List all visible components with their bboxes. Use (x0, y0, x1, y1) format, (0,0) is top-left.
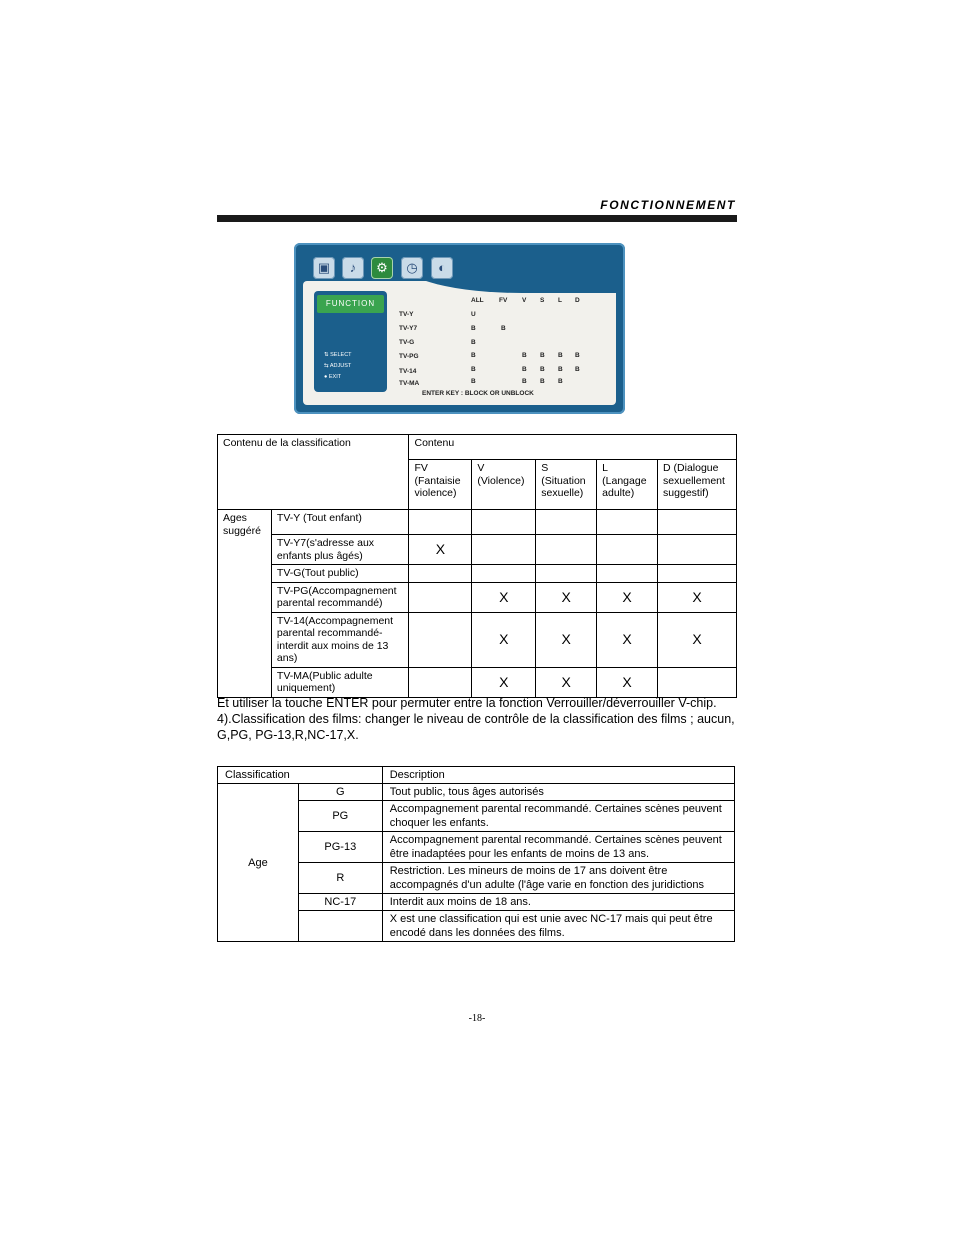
mark-cell (472, 565, 536, 583)
table-header-row (218, 767, 735, 784)
rating-label: TV-Y7(s'adresse aux enfants plus âgés) (271, 535, 409, 565)
rating-label: TV-Y (Tout enfant) (271, 510, 409, 535)
mark-cell (472, 510, 536, 535)
table-row (218, 565, 737, 583)
col-header-v: V (Violence) (472, 460, 536, 510)
row-label[interactable]: TV-Y7 (399, 325, 418, 332)
row-cell[interactable]: B (575, 352, 580, 359)
time-icon: ◷ (401, 257, 423, 279)
row-cell[interactable]: B (471, 325, 476, 332)
mark-cell: X (536, 612, 597, 667)
mark-cell (409, 612, 472, 667)
description-cell: Accompagnement parental recommandé. Certaines scènes peuvent être inadaptées pour les enfants de moins de 13 ans. (382, 832, 734, 863)
row-cell[interactable]: B (558, 378, 563, 385)
page-title: FONCTIONNEMENT (600, 198, 736, 212)
row-cell[interactable]: B (558, 352, 563, 359)
rating-cell: PG (298, 801, 382, 832)
instructions-paragraph (217, 695, 737, 743)
rating-label: TV-PG(Accompagnement parental recommandé) (271, 582, 409, 612)
mark-cell (658, 510, 737, 535)
table-row (218, 510, 737, 535)
row-cell[interactable]: B (522, 366, 527, 373)
rating-label: TV-G(Tout public) (271, 565, 409, 583)
mark-cell (409, 582, 472, 612)
mark-cell: X (597, 612, 658, 667)
mark-cell (536, 510, 597, 535)
mark-cell: X (658, 612, 737, 667)
sound-icon: ♪ (342, 257, 364, 279)
description-cell: Interdit aux moins de 18 ans. (382, 894, 734, 911)
col-l: L (558, 297, 562, 304)
mark-cell (658, 565, 737, 583)
rating-cell (298, 911, 382, 942)
row-cell[interactable]: B (575, 366, 580, 373)
col-v: V (522, 297, 527, 304)
rating-label: TV-MA(Public adulte uniquement) (271, 667, 409, 697)
rating-cell: NC-17 (298, 894, 382, 911)
row-cell[interactable]: B (471, 366, 476, 373)
table-row (218, 535, 737, 565)
header-rule (217, 215, 737, 222)
col-header-s: S (Situation sexuelle) (536, 460, 597, 510)
function-sidebar (314, 291, 387, 392)
ages-label: Ages suggéré (218, 510, 272, 698)
rating-label: TV-14(Accompagnement parental recommandé-interdit aux moins de 13 ans) (271, 612, 409, 667)
mark-cell (658, 667, 737, 697)
table-row (218, 667, 737, 697)
mark-cell (597, 565, 658, 583)
row-label[interactable]: TV-PG (399, 353, 419, 360)
picture-icon: ▣ (313, 257, 335, 279)
row-label[interactable]: TV-14 (399, 368, 417, 375)
col-all: ALL (471, 297, 484, 304)
tv-rating-table (217, 434, 737, 698)
page-number: -18- (468, 1013, 486, 1024)
tv-menu-screenshot (294, 243, 625, 414)
mark-cell (536, 565, 597, 583)
col-d: D (575, 297, 580, 304)
paragraph-line: 4).Classification des films: changer le niveau de contrôle de la classification des films ; aucun, G,PG, PG-13,R,NC-17,X. (217, 712, 735, 742)
mark-cell (409, 510, 472, 535)
mark-cell (597, 535, 658, 565)
description-cell: Tout public, tous âges autorisés (382, 784, 734, 801)
row-cell[interactable]: B (540, 366, 545, 373)
row-cell[interactable]: B (471, 352, 476, 359)
header-description: Description (382, 767, 734, 784)
header-content: Contenu (409, 435, 737, 460)
col-header-fv: FV (Fantaisie violence) (409, 460, 472, 510)
row-cell[interactable]: B (471, 339, 476, 346)
mark-cell: X (597, 582, 658, 612)
mark-cell (409, 565, 472, 583)
mark-cell: X (409, 535, 472, 565)
row-cell[interactable]: U (471, 311, 476, 318)
row-cell[interactable]: B (501, 325, 506, 332)
mark-cell: X (536, 667, 597, 697)
hint-exit: ● EXIT (324, 374, 342, 380)
mark-cell (536, 535, 597, 565)
menu-footer: ENTER KEY : BLOCK OR UNBLOCK (422, 390, 534, 397)
table-row (218, 582, 737, 612)
rating-cell: G (298, 784, 382, 801)
mark-cell: X (536, 582, 597, 612)
table-row (218, 784, 735, 801)
function-label: FUNCTION (317, 295, 384, 313)
row-label[interactable]: TV-Y (399, 311, 414, 318)
col-header-d: D (Dialogue sexuellement suggestif) (658, 460, 737, 510)
description-cell: Restriction. Les mineurs de moins de 17 ans doivent être accompagnés d'un adulte (l'âge varie en fonction des juridictions (382, 863, 734, 894)
row-cell[interactable]: B (522, 378, 527, 385)
col-fv: FV (499, 297, 508, 304)
col-header-l: L (Langage adulte) (597, 460, 658, 510)
row-label[interactable]: TV-G (399, 339, 415, 346)
function-icon: ⚙ (371, 257, 393, 279)
row-cell[interactable]: B (540, 378, 545, 385)
mark-cell (472, 535, 536, 565)
mark-cell: X (472, 582, 536, 612)
rating-cell: PG-13 (298, 832, 382, 863)
row-label[interactable]: TV-MA (399, 380, 420, 387)
mark-cell: X (597, 667, 658, 697)
paragraph-line: Et utiliser la touche ENTER pour permuter entre la fonction Verrouiller/déverrouiller V-chip. (217, 696, 717, 710)
hint-select: ⇅ SELECT (324, 352, 352, 358)
mark-cell: X (658, 582, 737, 612)
mark-cell (409, 667, 472, 697)
mark-cell (597, 510, 658, 535)
col-s: S (540, 297, 545, 304)
mark-cell: X (472, 612, 536, 667)
description-cell: Accompagnement parental recommandé. Certaines scènes peuvent choquer les enfants. (382, 801, 734, 832)
row-cell[interactable]: B (522, 352, 527, 359)
mark-cell: X (472, 667, 536, 697)
row-cell[interactable]: B (471, 378, 476, 385)
age-label: Age (218, 784, 299, 942)
hint-adjust: ⇆ ADJUST (324, 363, 352, 369)
row-cell[interactable]: B (558, 366, 563, 373)
header-rating-content: Contenu de la classification (218, 435, 409, 510)
setup-icon: ◐ (431, 257, 453, 279)
movie-rating-table (217, 766, 735, 942)
table-row (218, 612, 737, 667)
mark-cell (658, 535, 737, 565)
row-cell[interactable]: B (540, 352, 545, 359)
description-cell: X est une classification qui est unie avec NC-17 mais qui peut être encodé dans les données des films. (382, 911, 734, 942)
rating-cell: R (298, 863, 382, 894)
header-classification: Classification (218, 767, 383, 784)
